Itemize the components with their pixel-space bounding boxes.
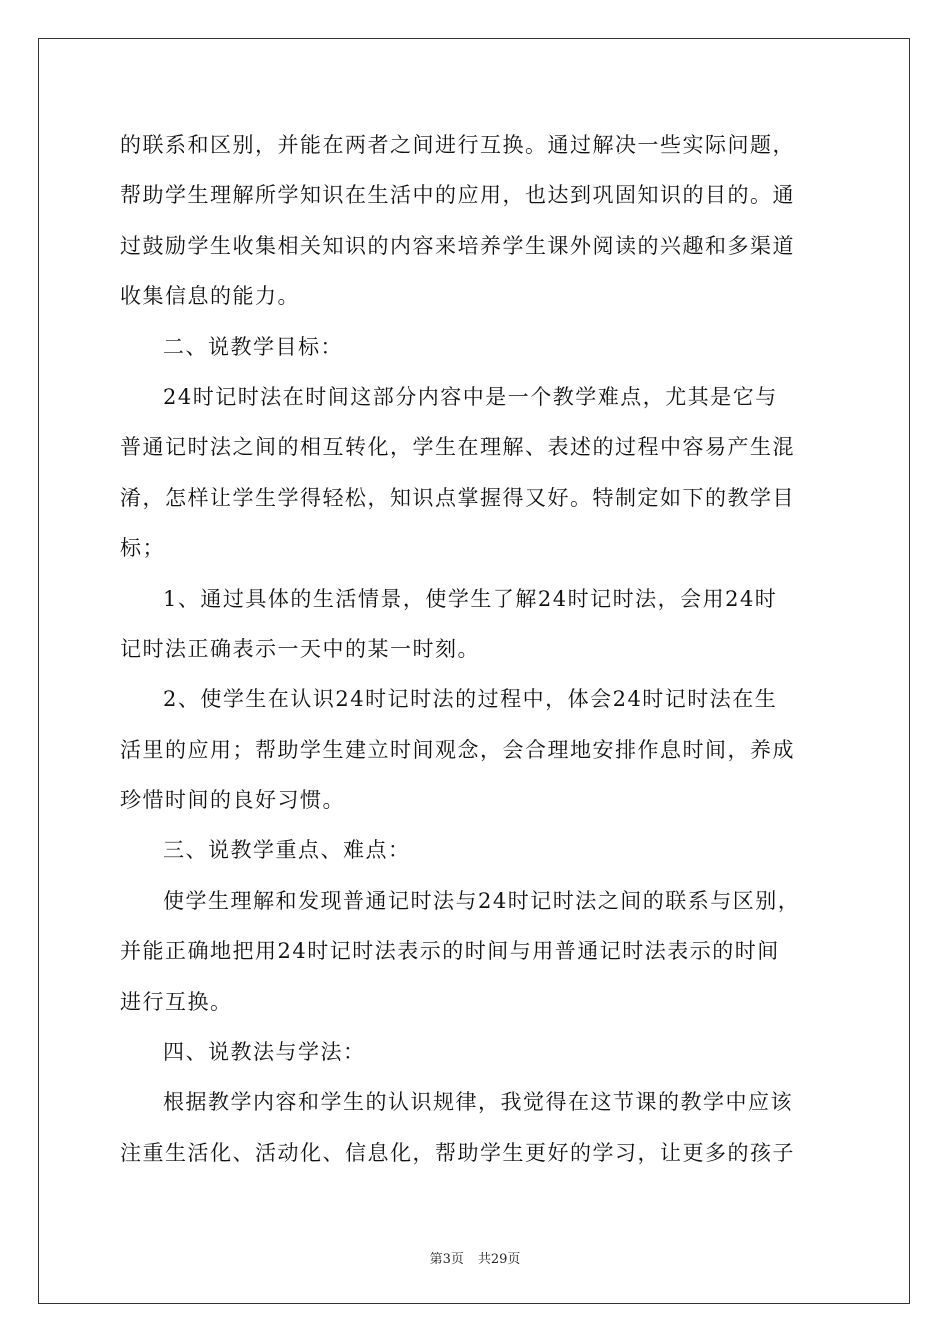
text-line: 24时记时法在时间这部分内容中是一个教学难点，尤其是它与 <box>163 384 778 409</box>
text-line: 收集信息的能力。 <box>120 284 300 309</box>
total-page-count: 共29页 <box>477 1252 521 1267</box>
text-line: 淆，怎样让学生学得轻松，知识点掌握得又好。特制定如下的教学目 <box>120 485 795 510</box>
text-line: 进行互换。 <box>120 989 233 1014</box>
text-line: 活里的应用；帮助学生建立时间观念，会合理地安排作息时间，养成 <box>120 737 795 762</box>
text-line: 并能正确地把用24时记时法表示的时间与用普通记时法表示的时间 <box>120 939 780 964</box>
text-line: 普通记时法之间的相互转化，学生在理解、表述的过程中容易产生混 <box>120 435 795 460</box>
current-page-number: 第3页 <box>429 1252 464 1267</box>
text-line: 帮助学生理解所学知识在生活中的应用，也达到巩固知识的目的。通 <box>120 183 795 208</box>
document-body <box>120 120 840 1178</box>
text-line: 过鼓励学生收集相关知识的内容来培养学生课外阅读的兴趣和多渠道 <box>120 233 795 258</box>
text-line: 珍惜时间的良好习惯。 <box>120 788 345 813</box>
page-footer <box>0 1248 950 1267</box>
text-line: 使学生理解和发现普通记时法与24时记时法之间的联系与区别， <box>163 888 801 913</box>
text-line: 三、说教学重点、难点： <box>163 838 411 863</box>
text-line: 注重生活化、活动化、信息化，帮助学生更好的学习，让更多的孩子 <box>120 1140 795 1165</box>
text-line: 记时法正确表示一天中的某一时刻。 <box>120 636 480 661</box>
text-line: 四、说教法与学法： <box>163 1040 366 1065</box>
text-line: 的联系和区别，并能在两者之间进行互换。通过解决一些实际问题， <box>120 133 795 157</box>
text-line: 2、使学生在认识24时记时法的过程中，体会24时记时法在生 <box>163 687 778 712</box>
text-line: 根据教学内容和学生的认识规律，我觉得在这节课的教学中应该 <box>163 1090 793 1115</box>
text-line: 二、说教学目标： <box>163 334 343 359</box>
text-line: 标； <box>120 536 165 561</box>
text-line: 1、通过具体的生活情景，使学生了解24时记时法，会用24时 <box>163 586 778 611</box>
